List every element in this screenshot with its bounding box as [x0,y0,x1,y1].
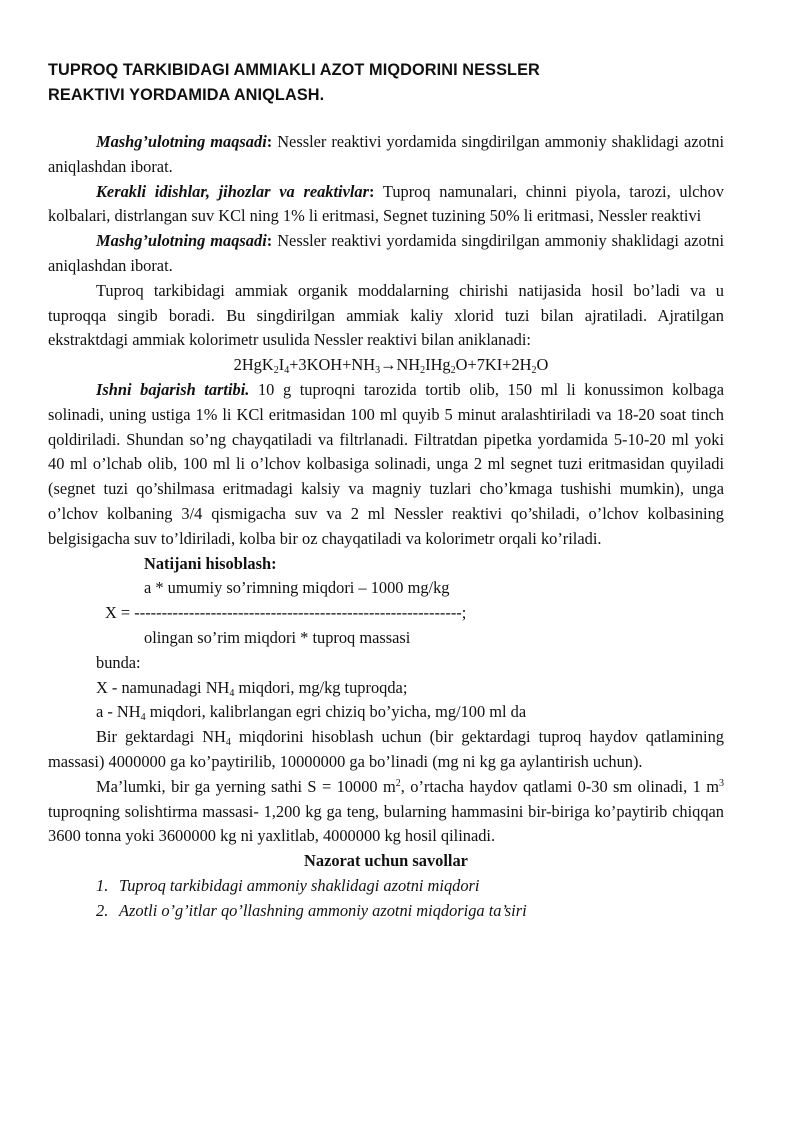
questions-heading: Nazorat uchun savollar [304,851,468,871]
equipment-paragraph: Kerakli idishlar, jihozlar va reaktivlar: Tuproq namunalari, chinni piyola, tarozi, ulchov kolbalari, distrlangan suv KCl ning 1% li eritmasi, Segnet tuzining 50% li eritmasi, Nessler reaktivi [48,181,724,226]
where-label: bunda: [96,652,141,672]
list-item: 1. Tuproq tarkibidagi ammoniy shaklidagi azotni miqdori [96,875,480,895]
title-line-1: TUPROQ TARKIBIDAGI AMMIAKLI AZOT MIQDORINI NESSLER [48,61,540,79]
purpose-repeat-label: Mashg’ulotning maqsadi [96,231,267,251]
equipment-text: Tuproq namunalari, chinni piyola, tarozi, ulchov kolbalari, distrlangan suv KCl ning 1% li eritmasi, Segnet tuzining 50% li eritmasi, Nessler reaktivi [48,181,724,226]
reaction-equation: $2HgK_2I_4+3KOH+NH_3\to NH_2IHg_2O+7KI+2H_2O$ [233,355,549,377]
document-body [48,130,724,924]
results-heading: Natijani hisoblash: [144,553,277,573]
formula-numerator: a * umumiy so’rimning miqdori – 1000 mg/kg [144,578,450,598]
hectare-paragraph: Bir gektardagi $NH_4$ miqdorini hisoblash uchun (bir gektardagi tuproq haydov qatlamining massasi) 4000000 ga ko’paytirilib, 10000000 ga bo’linadi (mg ni kg ga aylantirish uchun). [48,727,724,771]
intro-paragraph: Tuproq tarkibidagi ammiak organik moddalarning chirishi natijasida hosil bo’ladi va u tuproqqa singib boradi. Bu singdirilgan ammiak kaliy xlorid tuzi bilan ajratiladi. Ajratilgan ekstraktdagi ammiak kolorimetr usulida Nessler reaktivi bilan aniklanadi: [48,280,724,350]
procedure-text: 10 g tuproqni tarozida tortib olib, 150 ml li konussimon kolbaga solinadi, uning ustiga 1% li KCl eritmasidan 100 ml quyib 5 minut aralashtiriladi va 18-20 soat tinch qoldiriladi. Shundan so’ng chayqatiladi va filtrlanadi. Filtratdan pipetka yordamida 5-10-20 ml yoki 40 ml o’lchab olib, 100 ml li o’lchov kolbasiga solinadi, unga 2 ml segnet tuzi eritmasidan quyiladi (segnet tuzi qo’shilmasa eritmadagi kalsiy va magniy tuzlari cho’kmaga tushishi mumkin), unga o’lchov kolbaning 3/4 qismigacha suv va 2 ml Nessler reaktivi qo’shiladi, o’lchov kolbasining belgisigacha suv to’ldiriladi, kolba bir oz chayqatiladi va kolorimetr orqali ko’riladi. [48,379,724,548]
questions-list [48,874,724,924]
equipment-label: Kerakli idishlar, jihozlar va reaktivlar [96,181,369,201]
definition-x: X - namunadagi $NH_4$ miqdori, mg/kg tuproqda; [96,677,408,699]
formula-denominator: olingan so’rim miqdori * tuproq massasi [144,627,411,647]
purpose-repeat-paragraph: Mashg’ulotning maqsadi: Nessler reaktivi yordamida singdirilgan ammoniy shaklidagi azotni aniqlashdan iborat. [48,231,724,275]
document-title [48,58,748,108]
formula-x-line: X = ------------------------------------------------------------; [105,603,467,623]
purpose-label: Mashg’ulotning maqsadi [96,132,267,151]
purpose-repeat-text: Nessler reaktivi yordamida singdirilgan ammoniy shaklidagi azotni aniqlashdan iborat. [48,231,724,275]
list-item: 2. Azotli o’g’itlar qo’llashning ammoniy azotni miqdoriga ta’siri [96,900,527,920]
purpose-paragraph: Mashg’ulotning maqsadi: Nessler reaktivi yordamida singdirilgan ammoniy shaklidagi azotni aniqlashdan iborat. [48,132,724,176]
procedure-label: Ishni bajarish tartibi. [96,379,250,399]
purpose-text: Nessler reaktivi yordamida singdirilgan ammoniy shaklidagi azotni aniqlashdan iborat. [48,132,724,176]
procedure-paragraph [48,378,724,552]
info-paragraph: Ma’lumki, bir ga yerning sathi S = 10000 $m^2$, o’rtacha haydov qatlami 0-30 sm olinadi, 1 $m^3$ tuproqning solishtirma massasi- 1,200 kg ga teng, bularning hammasini bir-biriga ko’paytirib chiqqan 3600 tonna yoki 3600000 kg ni yaxlitlab, 4000000 kg hosil qilinadi. [48,776,724,846]
title-line-2: REAKTIVI YORDAMIDA ANIQLASH. [48,86,325,104]
arrow-symbol: → [380,355,397,375]
definition-a: a - $NH_4$ miqdori, kalibrlangan egri chiziq bo’yicha, mg/100 ml da [96,702,527,724]
